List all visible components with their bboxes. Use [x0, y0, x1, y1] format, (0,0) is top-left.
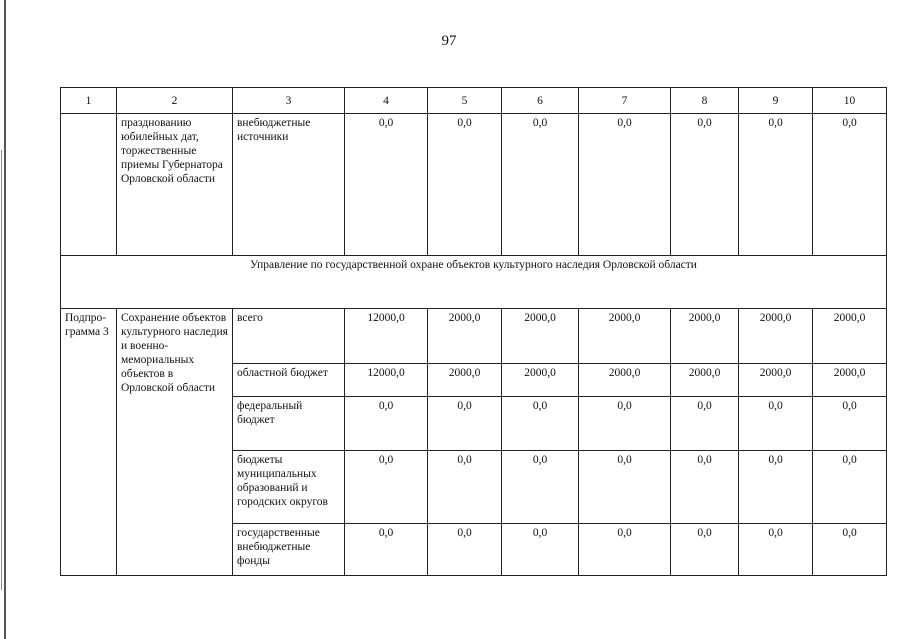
header-cell: 6 — [502, 88, 579, 114]
value-cell: 12000,0 — [345, 309, 428, 364]
value-cell: 0,0 — [428, 451, 502, 524]
value-cell: 0,0 — [739, 114, 813, 256]
header-cell: 4 — [345, 88, 428, 114]
value-cell: 2000,0 — [579, 364, 671, 397]
value-cell: 0,0 — [813, 114, 887, 256]
header-cell: 8 — [671, 88, 739, 114]
funding-source-cell: областной бюджет — [233, 364, 345, 397]
value-cell: 0,0 — [428, 524, 502, 576]
table-row — [61, 114, 887, 256]
scan-margin-line-secondary — [1, 150, 2, 590]
subprogram-name-cell: Сохранение объектов культурного наследия и военно-мемориальных объектов в Орловской области — [117, 309, 233, 576]
table-header-row — [61, 88, 887, 114]
value-cell: 2000,0 — [671, 309, 739, 364]
value-cell: 2000,0 — [739, 364, 813, 397]
header-cell: 1 — [61, 88, 117, 114]
value-cell: 0,0 — [579, 524, 671, 576]
subprogram-label-cell: Подпро-грамма 3 — [61, 309, 117, 576]
header-cell: 3 — [233, 88, 345, 114]
value-cell: 0,0 — [579, 114, 671, 256]
value-cell: 2000,0 — [813, 364, 887, 397]
header-cell: 5 — [428, 88, 502, 114]
table-row — [61, 309, 887, 364]
value-cell: 0,0 — [739, 397, 813, 451]
section-title: Управление по государственной охране объектов культурного наследия Орловской области — [61, 256, 887, 309]
value-cell: 2000,0 — [502, 364, 579, 397]
value-cell: 0,0 — [579, 397, 671, 451]
table-cell-empty — [61, 114, 117, 256]
value-cell: 0,0 — [671, 397, 739, 451]
value-cell: 2000,0 — [428, 364, 502, 397]
value-cell: 0,0 — [739, 524, 813, 576]
value-cell: 0,0 — [502, 114, 579, 256]
value-cell: 12000,0 — [345, 364, 428, 397]
value-cell: 0,0 — [739, 451, 813, 524]
value-cell: 2000,0 — [671, 364, 739, 397]
value-cell: 0,0 — [671, 114, 739, 256]
value-cell: 2000,0 — [813, 309, 887, 364]
funding-source-cell: всего — [233, 309, 345, 364]
value-cell: 0,0 — [671, 524, 739, 576]
value-cell: 0,0 — [345, 524, 428, 576]
section-row — [61, 256, 887, 309]
funding-source-cell: бюджеты муниципальных образований и городских округов — [233, 451, 345, 524]
value-cell: 0,0 — [813, 451, 887, 524]
value-cell: 0,0 — [579, 451, 671, 524]
value-cell: 0,0 — [813, 397, 887, 451]
value-cell: 2000,0 — [502, 309, 579, 364]
value-cell: 0,0 — [345, 397, 428, 451]
header-cell: 9 — [739, 88, 813, 114]
page-number: 97 — [441, 33, 457, 49]
value-cell: 0,0 — [345, 114, 428, 256]
value-cell: 2000,0 — [739, 309, 813, 364]
value-cell: 0,0 — [428, 397, 502, 451]
scan-margin-line — [4, 0, 6, 639]
budget-table — [60, 87, 887, 576]
funding-source-cell: федеральный бюджет — [233, 397, 345, 451]
funding-source-cell: государственные внебюджетные фонды — [233, 524, 345, 576]
value-cell: 0,0 — [813, 524, 887, 576]
funding-source-cell: внебюджетные источники — [233, 114, 345, 256]
header-cell: 2 — [117, 88, 233, 114]
value-cell: 0,0 — [502, 451, 579, 524]
header-cell: 10 — [813, 88, 887, 114]
value-cell: 0,0 — [502, 397, 579, 451]
value-cell: 0,0 — [345, 451, 428, 524]
value-cell: 0,0 — [671, 451, 739, 524]
header-cell: 7 — [579, 88, 671, 114]
value-cell: 2000,0 — [579, 309, 671, 364]
value-cell: 0,0 — [428, 114, 502, 256]
event-name-cell: празднованию юбилейных дат, торжественные приемы Губернатора Орловской области — [117, 114, 233, 256]
value-cell: 0,0 — [502, 524, 579, 576]
value-cell: 2000,0 — [428, 309, 502, 364]
